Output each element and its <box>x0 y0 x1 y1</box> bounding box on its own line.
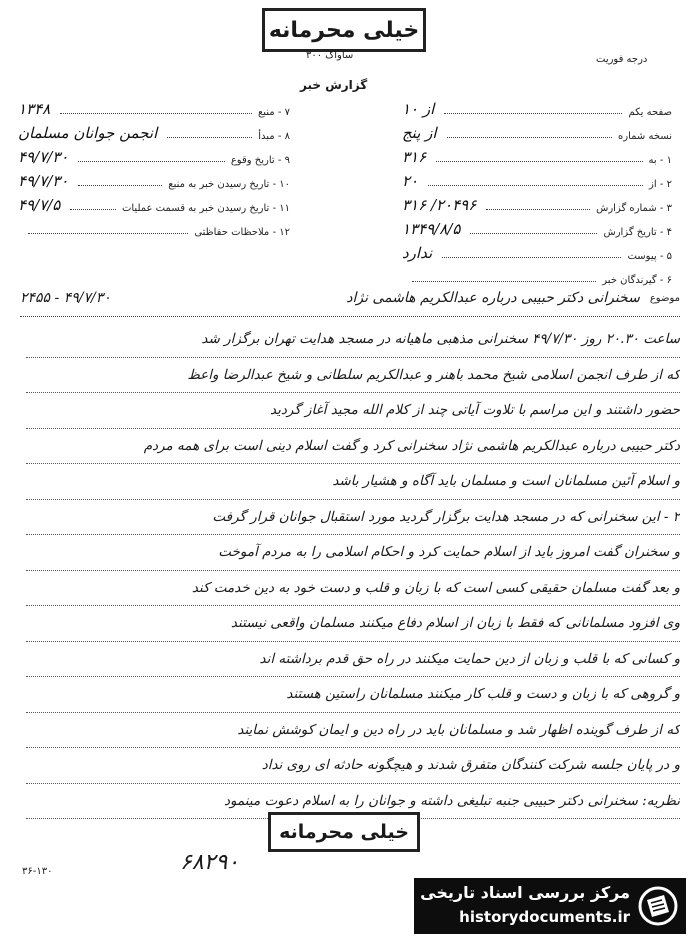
field-label: ۸ - مبدأ <box>258 131 290 142</box>
field-value: انجمن جوانان مسلمان <box>18 124 158 142</box>
watermark <box>414 878 686 934</box>
field-label: ۴ - تاریخ گزارش <box>603 227 672 238</box>
field-row <box>18 214 290 238</box>
body-line: حضور داشتند و این مراسم با تلاوت آیاتی چند از کلام الله مجید آغاز گردید <box>26 393 680 429</box>
field-value: ۴۹/۷/۵ <box>18 196 61 214</box>
body-line: وی افزود مسلمانانی که فقط با زبان از اسلام دفاع میکنند مسلمان واقعی نیستند <box>26 606 680 642</box>
field-value: ۴۹/۷/۳۰ <box>18 148 69 166</box>
classification-stamp-bottom: خیلی محرمانه <box>268 812 420 852</box>
watermark-url[interactable]: historydocuments.ir <box>459 908 630 926</box>
field-row <box>18 94 290 118</box>
subject-label: موضوع <box>649 292 680 304</box>
field-label: ۳ - شماره گزارش <box>596 203 672 214</box>
subject-text: سخنرانی دکتر حبیبی درباره عبدالکریم هاشمی نژاد <box>346 290 640 306</box>
field-label: ۲ - از <box>649 179 672 190</box>
report-body <box>26 322 680 819</box>
field-row <box>18 118 290 142</box>
page-number: ۶۸۲۹۰ <box>180 850 240 875</box>
watermark-title: مرکز بررسی اسناد تاریخی <box>420 883 630 902</box>
field-label: ۹ - تاریخ وقوع <box>230 155 290 166</box>
form-number: ۳۶-۱۳۰ <box>22 866 53 877</box>
field-label: ۵ - پیوست <box>627 251 672 262</box>
field-value: ۱۳۴۸ <box>18 100 51 118</box>
field-value: ۲۰۴۹۶/ ۳۱۶ <box>402 196 477 214</box>
field-label: ۷ - منبع <box>257 107 290 118</box>
body-line: و اسلام آئین مسلمانان است و مسلمان باید آگاه و هشیار باشد <box>26 464 680 500</box>
form-fields-right <box>402 94 672 286</box>
field-row <box>402 238 672 262</box>
field-label: ۱ - به <box>648 155 672 166</box>
body-line: ساعت ۲۰.۳۰ روز ۴۹/۷/۳۰ سخنرانی مذهبی ماهیانه در مسجد هدایت تهران برگزار شد <box>26 322 680 358</box>
field-label: نسخه شماره <box>618 131 672 142</box>
field-row <box>402 118 672 142</box>
subject-reference: ۲۴۵۵ - ۴۹/۷/۳۰ <box>20 290 111 306</box>
field-label: ۱۲ - ملاحظات حفاظتی <box>194 227 290 238</box>
document-archive-icon <box>638 886 678 926</box>
urgency-label: درجه فوریت <box>596 54 648 65</box>
field-value: ۲۰ <box>402 172 419 190</box>
field-label: ۶ - گیرندگان خبر <box>602 275 672 286</box>
body-line: و در پایان جلسه شرکت کنندگان متفرق شدند و هیچگونه حادثه ای روی نداد <box>26 748 680 784</box>
classification-stamp-top: خیلی محرمانه <box>262 8 426 52</box>
field-value: از پنج <box>402 124 437 142</box>
field-value: از ۱۰ <box>402 100 435 118</box>
field-row <box>18 190 290 214</box>
field-value: ۱۳۴۹/۸/۵ <box>402 220 461 238</box>
report-title: گزارش خبر <box>300 78 368 92</box>
subject-row <box>20 280 680 317</box>
field-row <box>402 190 672 214</box>
field-label: ۱۰ - تاریخ رسیدن خبر به منبع <box>168 179 290 190</box>
field-value: ندارد <box>402 244 433 262</box>
field-row <box>18 142 290 166</box>
body-line: و کسانی که با قلب و زبان از دین حمایت میکنند در راه حق قدم برداشته اند <box>26 642 680 678</box>
body-line: و بعد گفت مسلمان حقیقی کسی است که با زبان و قلب و دست خود به دین خدمت کند <box>26 571 680 607</box>
field-row <box>402 214 672 238</box>
body-line: که از طرف انجمن اسلامی شیخ محمد باهنر و عبدالکریم سلطانی و شیخ عبدالرضا واعظ <box>26 358 680 394</box>
field-row <box>402 142 672 166</box>
field-row <box>18 166 290 190</box>
body-line: که از طرف گوینده اظهار شد و مسلمانان باید در راه دین و ایمان کوشش نمایند <box>26 713 680 749</box>
body-line: دکتر حبیبی درباره عبدالکریم هاشمی نژاد سخنرانی کرد و گفت اسلام دینی است برای همه مردم <box>26 429 680 465</box>
field-row <box>402 94 672 118</box>
body-line: و گروهی که با زبان و دست و قلب کار میکنند مسلمانان راستین هستند <box>26 677 680 713</box>
body-line: ۲ - این سخنرانی که در مسجد هدایت برگزار گردید مورد استقبال جوانان قرار گرفت <box>26 500 680 536</box>
field-label: صفحه یکم <box>628 107 672 118</box>
field-label: ۱۱ - تاریخ رسیدن خبر به قسمت عملیات <box>121 203 290 214</box>
form-fields-left <box>18 94 290 238</box>
field-row <box>402 166 672 190</box>
field-value: ۴۹/۷/۳۰ <box>18 172 69 190</box>
department-label: ساواک ۳۰۰ <box>306 50 354 61</box>
body-line: و سخنران گفت امروز باید از اسلام حمایت کرد و احکام اسلامی را به مردم آموخت <box>26 535 680 571</box>
body-line: نظریه: سخنرانی دکتر حبیبی جنبه تبلیغی داشته و جوانان را به اسلام دعوت مینمود <box>26 784 680 820</box>
field-value: ۳۱۶ <box>402 148 427 166</box>
